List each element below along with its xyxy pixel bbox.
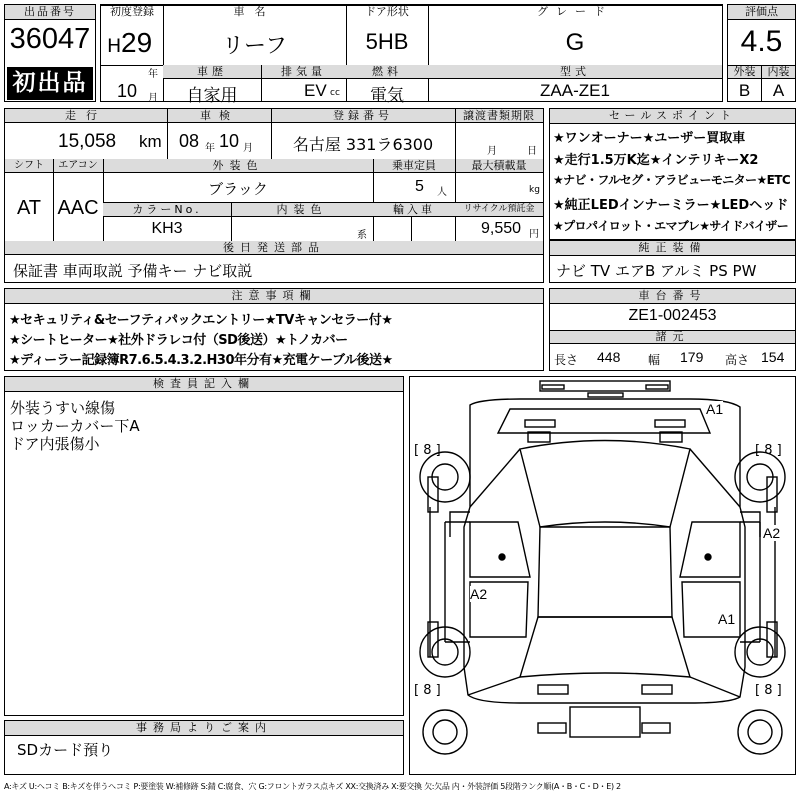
mileage: 15,058 [58,131,117,152]
inspector-line: ロッカーカバー下A [10,417,140,435]
sales-points-label: セールスポイント [550,109,795,124]
exterior-label: 外装 [733,65,756,78]
chassis-box [549,288,796,371]
damage-mark-a2-right: A2 [763,525,781,541]
inspection-year: 08 [179,131,200,151]
grade: G [565,29,585,56]
model-label: 型式 [560,65,590,78]
history: 自家用 [186,86,238,106]
interior-color-unit: 系 [357,230,367,241]
exterior-grade: B [738,81,751,100]
transfer-day-unit: 日 [527,146,537,157]
first-reg-label: 初度登録 [110,5,154,18]
note-line: ★ディーラー記録簿R7.6.5.4.3.2.H30年分有★充電ケーブル後送★ [9,353,393,368]
color-number: KH3 [151,220,183,237]
interior-label: 内装 [767,65,790,78]
tire-depth-rear-right: [ 8 ] [755,683,782,698]
grade-label: グレード [537,5,613,18]
displacement-unit: cc [330,88,340,98]
transfer-label: 譲渡書類期限 [463,109,535,122]
car-name: リーフ [222,34,287,59]
header-box [100,4,723,106]
sales-point-line: ★純正LEDインナーミラー★LEDヘッド [553,198,789,213]
sales-point-line: ★走行1.5万K迄★インテリキーX2 [553,153,759,168]
lot-box [4,4,96,102]
displacement-label: 排気量 [281,65,326,78]
lot-label: 出品番号 [5,5,95,20]
notes-label: 注意事項欄 [5,289,543,304]
inspector-box [4,376,404,716]
post-parts: 保証書 車両取説 予備キー ナビ取説 [13,262,253,280]
equipment-box [549,240,796,283]
history-label: 車歴 [197,65,227,78]
inspector-line: 外装うすい線傷 [10,399,116,417]
height: 154 [761,349,785,365]
load-unit: kg [529,185,540,195]
office-note: SDカード預り [17,741,114,759]
year-unit: 年 [148,69,158,80]
width-label: 幅 [648,353,661,367]
capacity-label: 乗車定員 [392,159,436,172]
interior-color-label: 内装色 [276,203,328,216]
damage-mark-a2-left: A2 [470,586,488,602]
plate-number: 名古屋 331ラ6300 [292,135,434,154]
inspection-label: 車検 [200,109,238,122]
model: ZAA-ZE1 [540,81,610,100]
sales-point-line: ★ワンオーナー★ユーザー買取車 [553,131,746,146]
plate-label: 登録番号 [333,109,393,122]
shift-label: シフト [14,160,44,171]
post-parts-label: 後日発送部品 [223,241,325,254]
damage-mark-a1-top: A1 [706,401,724,417]
era: H [107,35,122,57]
height-label: 高さ [725,353,750,367]
ac-label: エアコン [58,160,98,171]
mileage-unit: km [139,132,162,151]
color-no-label: カラーNo. [132,203,202,216]
score-box [727,4,796,102]
fuel: 電気 [370,86,404,106]
sales-points-box [549,108,796,240]
equipment-label: 純正装備 [550,241,795,256]
office-label: 事務局よりご案内 [5,721,403,736]
damage-diagram [409,376,796,775]
exterior-color: ブラック [208,180,268,198]
door-type: 5HB [365,29,409,54]
import-label: 輸入車 [393,203,435,216]
legend: A:キズ U:ヘコミ B:キズを伴うヘコミ P:要塗装 W:補修跡 S:錆 C:腐食、穴 G:フロントガラス点キズ XX:交換済み X:要交換 欠:欠品 内・外装評価 5段階ランク順(A・B・C・D・E) 2 [4,782,621,791]
month-unit: 月 [148,93,158,104]
color-label: 外装色 [212,159,264,172]
car-name-label: 車名 [233,5,276,18]
load-label: 最大積載量 [471,159,527,172]
notes-box [4,288,544,371]
fuel-label: 燃料 [372,65,402,78]
inspector-label: 検査員記入欄 [5,377,403,392]
equipment-list: ナビ TV エアB アルミ PS PW [556,262,757,280]
office-box [4,720,404,775]
displacement: EV [304,81,327,100]
inspector-line: ドア内張傷小 [10,435,100,453]
sales-point-line: ★プロパイロット・エマブレ★サイドバイザー [553,219,789,233]
mileage-label: 走行 [65,109,107,122]
door-label: ドア形状 [365,5,409,18]
tire-depth-front-right: [ 8 ] [755,443,782,458]
ac: AAC [57,197,99,219]
tire-depth-front-left: [ 8 ] [414,443,441,458]
capacity-unit: 人 [437,187,447,198]
sales-point-line: ★ナビ・フルセグ・アラビューモニター★ETC [553,173,791,187]
recycle-label: リサイクル預託金 [463,204,535,214]
score-label: 評価点 [728,5,795,20]
details-box [4,108,544,283]
damage-mark-a1-right: A1 [718,611,736,627]
first-listing-badge: 初出品 [7,67,93,100]
lot-number: 36047 [9,23,91,55]
first-reg-year: 29 [121,27,153,58]
score: 4.5 [740,25,783,58]
recycle-amount: 9,550 [481,220,522,237]
first-reg-month: 10 [117,81,138,101]
capacity: 5 [415,178,424,195]
inspection-month: 10 [219,131,240,151]
inspection-month-unit: 月 [243,143,253,154]
note-line: ★シートヒーター★社外ドラレコ付（SD後送）★トノカバー [9,333,348,348]
length: 448 [597,349,621,365]
shift: AT [16,197,42,219]
transfer-month-unit: 月 [487,146,497,157]
interior-grade: A [772,81,785,100]
chassis-label: 車台番号 [550,289,795,304]
length-label: 長さ [554,353,579,367]
inspection-year-unit: 年 [205,143,215,154]
car-outline-diagram [410,377,795,774]
chassis-number: ZE1-002453 [628,307,717,324]
specs-label: 諸元 [655,330,690,343]
tire-depth-rear-left: [ 8 ] [414,683,441,698]
note-line: ★セキュリティ&セーフティパックエントリー★TVキャンセラー付★ [9,313,393,328]
width: 179 [680,349,704,365]
recycle-unit: 円 [529,229,539,240]
